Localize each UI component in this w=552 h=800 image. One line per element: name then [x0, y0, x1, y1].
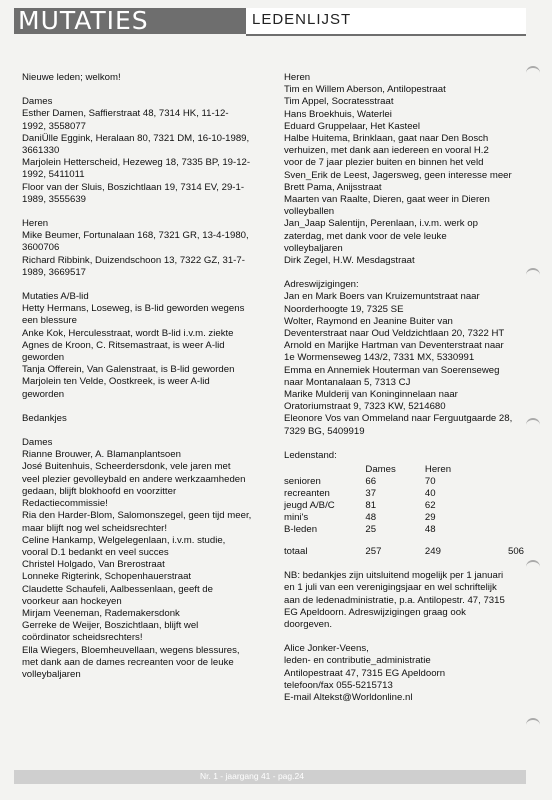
membership-changes-heading: Mutaties A/B-lid: [22, 291, 89, 303]
women-count: 81: [365, 500, 377, 512]
total-count: 506: [507, 546, 524, 558]
text-line: Marike Mulderij van Koninginnelaan naar: [284, 389, 458, 401]
left-column: [22, 72, 267, 681]
row-label: jeugd A/B/C: [284, 500, 335, 512]
section-title: MUTATIES: [18, 6, 149, 35]
men-count: 48: [424, 524, 436, 536]
resignations-heading: Bedankjes: [22, 412, 67, 424]
resigned-men-list: [284, 84, 524, 267]
text-line: verhuizen, met dank aan iedereen en vooral H.2: [284, 145, 489, 157]
new-women-heading: Dames: [22, 96, 53, 108]
row-label: B-leden: [284, 524, 318, 536]
text-line: Emma en Annemiek Houterman van Soerenseweg: [284, 364, 500, 376]
text-line: aan de ledenadministratie, p.a. Antilopestr. 47, 7315: [284, 594, 505, 606]
total-count: [484, 500, 524, 512]
note-text: [284, 570, 524, 631]
text-line: Esther Damen, Saffierstraat 48, 7314 HK, 11-12-: [22, 108, 229, 120]
text-line: en 1 juli van een verenigingsjaar en wel schriftelijk: [284, 582, 497, 594]
binder-hole: [526, 268, 540, 280]
total-count: [484, 476, 524, 488]
membership-count-table: [284, 464, 524, 558]
table-row: [284, 500, 524, 512]
text-line: een blessure: [22, 315, 77, 327]
text-line: Marjolein ten Velde, Oostkreek, is weer A-lid: [22, 376, 210, 388]
text-line: volleyballen: [284, 206, 335, 218]
women-count: 25: [365, 524, 377, 536]
total-count: [484, 488, 524, 500]
text-line: Eduard Gruppelaar, Het Kasteel: [284, 120, 420, 132]
text-line: Sven_Erik de Leest, Jagersweg, geen interesse meer: [284, 169, 512, 181]
text-line: 7329 BG, 5409919: [284, 425, 365, 437]
text-line: Claudette Schaufeli, Aalbessenlaan, geeft de: [22, 583, 213, 595]
text-line: geworden: [22, 352, 65, 364]
text-line: DaniÜlle Eggink, Heralaan 80, 7321 DM, 16-10-1989,: [22, 132, 250, 144]
total-count: [484, 524, 524, 536]
text-line: José Buitenhuis, Scheerdersdonk, vele jaren met: [22, 461, 231, 473]
text-line: Tim en Willem Aberson, Antilopestraat: [284, 84, 446, 96]
binder-hole: [526, 66, 540, 78]
page-header: [0, 0, 552, 40]
column-header-men: Heren: [424, 464, 452, 476]
text-line: NB: bedankjes zijn uitsluitend mogelijk per 1 januari: [284, 570, 504, 582]
binder-hole: [526, 418, 540, 430]
address-changes-list: [284, 291, 524, 437]
text-line: Gerreke de Weijer, Boszichtlaan, blijft wel: [22, 620, 199, 632]
text-line: Hetty Hermans, Loseweg, is B-lid geworden wegens: [22, 303, 245, 315]
total-count: [484, 512, 524, 524]
text-line: Alice Jonker-Veens,: [284, 643, 369, 655]
women-count: 37: [365, 488, 377, 500]
new-women-list: [22, 108, 267, 206]
membership-count-heading: Ledenstand:: [284, 449, 337, 461]
text-line: Oratoriumstraat 9, 7323 KW, 5214680: [284, 401, 446, 413]
text-line: Marjolein Hetterscheid, Hezeweg 18, 7335 BP, 19-12-: [22, 157, 251, 169]
text-line: 1989, 3555639: [22, 193, 87, 205]
text-line: E-mail Altekst@Worldonline.nl: [284, 691, 413, 703]
text-line: 1992, 3558077: [22, 120, 87, 132]
text-line: Arnold en Marijke Hartman van Deventerstraat naar: [284, 340, 504, 352]
text-line: coördinator scheidsrechters!: [22, 632, 143, 644]
text-line: Dirk Zegel, H.W. Mesdagstraat: [284, 255, 415, 267]
text-line: Brett Pama, Anijsstraat: [284, 181, 382, 193]
text-line: Mirjam Veeneman, Rademakersdonk: [22, 607, 180, 619]
text-line: doorgeven.: [284, 618, 333, 630]
text-line: Deventerstraat naar Oud Veldzichtlaan 20, 7322 HT: [284, 328, 505, 340]
text-line: Floor van der Sluis, Boszichtlaan 19, 7314 EV, 29-1-: [22, 181, 245, 193]
section-subtitle: LEDENLIJST: [252, 11, 352, 28]
text-line: Redactiecommissie!: [22, 498, 108, 510]
text-line: Lonneke Rigterink, Schopenhauerstraat: [22, 571, 192, 583]
text-line: Mike Beumer, Fortunalaan 168, 7321 GR, 13-4-1980,: [22, 230, 249, 242]
text-line: zaterdag, met dank voor de vele leuke: [284, 230, 447, 242]
text-line: Christel Holgado, Van Brerostraat: [22, 559, 165, 571]
text-line: Hans Broekhuis, Waterlei: [284, 108, 392, 120]
men-count: 40: [424, 488, 436, 500]
intro-text: Nieuwe leden; welkom!: [22, 72, 121, 83]
new-men-heading: Heren: [22, 218, 49, 230]
text-line: telefoon/fax 055-5215713: [284, 679, 393, 691]
text-line: 1992, 5411011: [22, 169, 85, 181]
table-row: [284, 524, 524, 536]
resigned-men-heading: Heren: [284, 72, 311, 83]
section-subtitle-box: [246, 8, 526, 36]
men-count: 249: [424, 546, 441, 558]
footer-page-info: Nr. 1 - jaargang 41 - pag.24: [200, 771, 304, 781]
text-line: Eleonore Vos van Ommeland naar Ferguutgaarde 28,: [284, 413, 513, 425]
table-header-row: [284, 464, 524, 476]
resigned-women-heading: Dames: [22, 437, 53, 449]
right-column: [284, 72, 524, 704]
text-line: Richard Ribbink, Duizendschoon 13, 7322 GZ, 31-7-: [22, 254, 245, 266]
text-line: Halbe Huitema, Brinklaan, gaat naar Den Bosch: [284, 133, 489, 145]
text-line: met dank aan de dames recreanten voor de leuke: [22, 656, 234, 668]
row-label: mini's: [284, 512, 309, 524]
page-footer: [0, 768, 552, 800]
resigned-women-list: [22, 449, 267, 681]
table-row: [284, 536, 524, 558]
row-label: senioren: [284, 476, 321, 488]
text-line: Jan en Mark Boers van Kruizemuntstraat naar: [284, 291, 480, 303]
text-line: Celine Hankamp, Welgelegenlaan, i.v.m. studie,: [22, 534, 226, 546]
contact-block: [284, 643, 524, 704]
text-line: geworden: [22, 388, 65, 400]
text-line: Jan_Jaap Salentijn, Perenlaan, i.v.m. werk op: [284, 218, 478, 230]
text-line: gedaan, blijft blokhoofd en voorzitter: [22, 485, 177, 497]
women-count: 66: [365, 476, 377, 488]
text-line: Wolter, Raymond en Jeanine Buiter van: [284, 315, 453, 327]
text-line: vooral D.1 bedankt en veel succes: [22, 546, 169, 558]
text-line: voorkeur aan hockeyen: [22, 595, 122, 607]
text-line: maar blijft nog wel scheidsrechter!: [22, 522, 168, 534]
text-line: 3661330: [22, 145, 60, 157]
text-line: volleybaljaren: [22, 668, 81, 680]
text-line: Maarten van Raalte, Dieren, gaat weer in Dieren: [284, 194, 490, 206]
text-line: EG Apeldoorn. Adreswijzigingen graag ook: [284, 606, 466, 618]
new-men-list: [22, 230, 267, 279]
text-line: Antilopestraat 47, 7315 EG Apeldoorn: [284, 667, 446, 679]
text-line: 1e Wormenseweg 143/2, 7331 MX, 5330991: [284, 352, 475, 364]
text-line: Anke Kok, Herculesstraat, wordt B-lid i.v.m. ziekte: [22, 327, 234, 339]
text-line: volleybaljaren: [284, 242, 343, 254]
text-line: leden- en contributie_administratie: [284, 655, 431, 667]
address-changes-heading: Adreswijzigingen:: [284, 279, 359, 291]
text-line: veel plezier gevolleybald en andere werkzaamheden: [22, 473, 246, 485]
text-line: Noorderhoogte 19, 7325 SE: [284, 303, 404, 315]
men-count: 29: [424, 512, 436, 524]
table-row: [284, 476, 524, 488]
text-line: Rianne Brouwer, A. Blamanplantsoen: [22, 449, 181, 461]
text-line: Tim Appel, Socratesstraat: [284, 96, 394, 108]
men-count: 62: [424, 500, 436, 512]
text-line: 1989, 3669517: [22, 266, 87, 278]
text-line: Ria den Harder-Blom, Salomonszegel, geen tijd meer,: [22, 510, 252, 522]
text-line: Agnes de Kroon, C. Ritsemastraat, is weer A-lid: [22, 339, 225, 351]
text-line: 3600706: [22, 242, 60, 254]
row-label: recreanten: [284, 488, 330, 500]
table-row: [284, 512, 524, 524]
men-count: 70: [424, 476, 436, 488]
table-row: [284, 488, 524, 500]
binder-hole: [526, 560, 540, 572]
column-header-women: Dames: [365, 464, 396, 476]
women-count: 48: [365, 512, 377, 524]
text-line: naar Montanalaan 5, 7313 CJ: [284, 376, 411, 388]
text-line: Ella Wiegers, Bloemheuvellaan, wegens blessures,: [22, 644, 240, 656]
binder-hole: [526, 718, 540, 730]
text-line: Tanja Offerein, Van Galenstraat, is B-lid geworden: [22, 364, 235, 376]
row-label: totaal: [284, 546, 308, 558]
women-count: 257: [365, 546, 382, 558]
membership-changes-list: [22, 303, 267, 401]
text-line: voor de 7 jaar plezier buiten en binnen het veld: [284, 157, 484, 169]
